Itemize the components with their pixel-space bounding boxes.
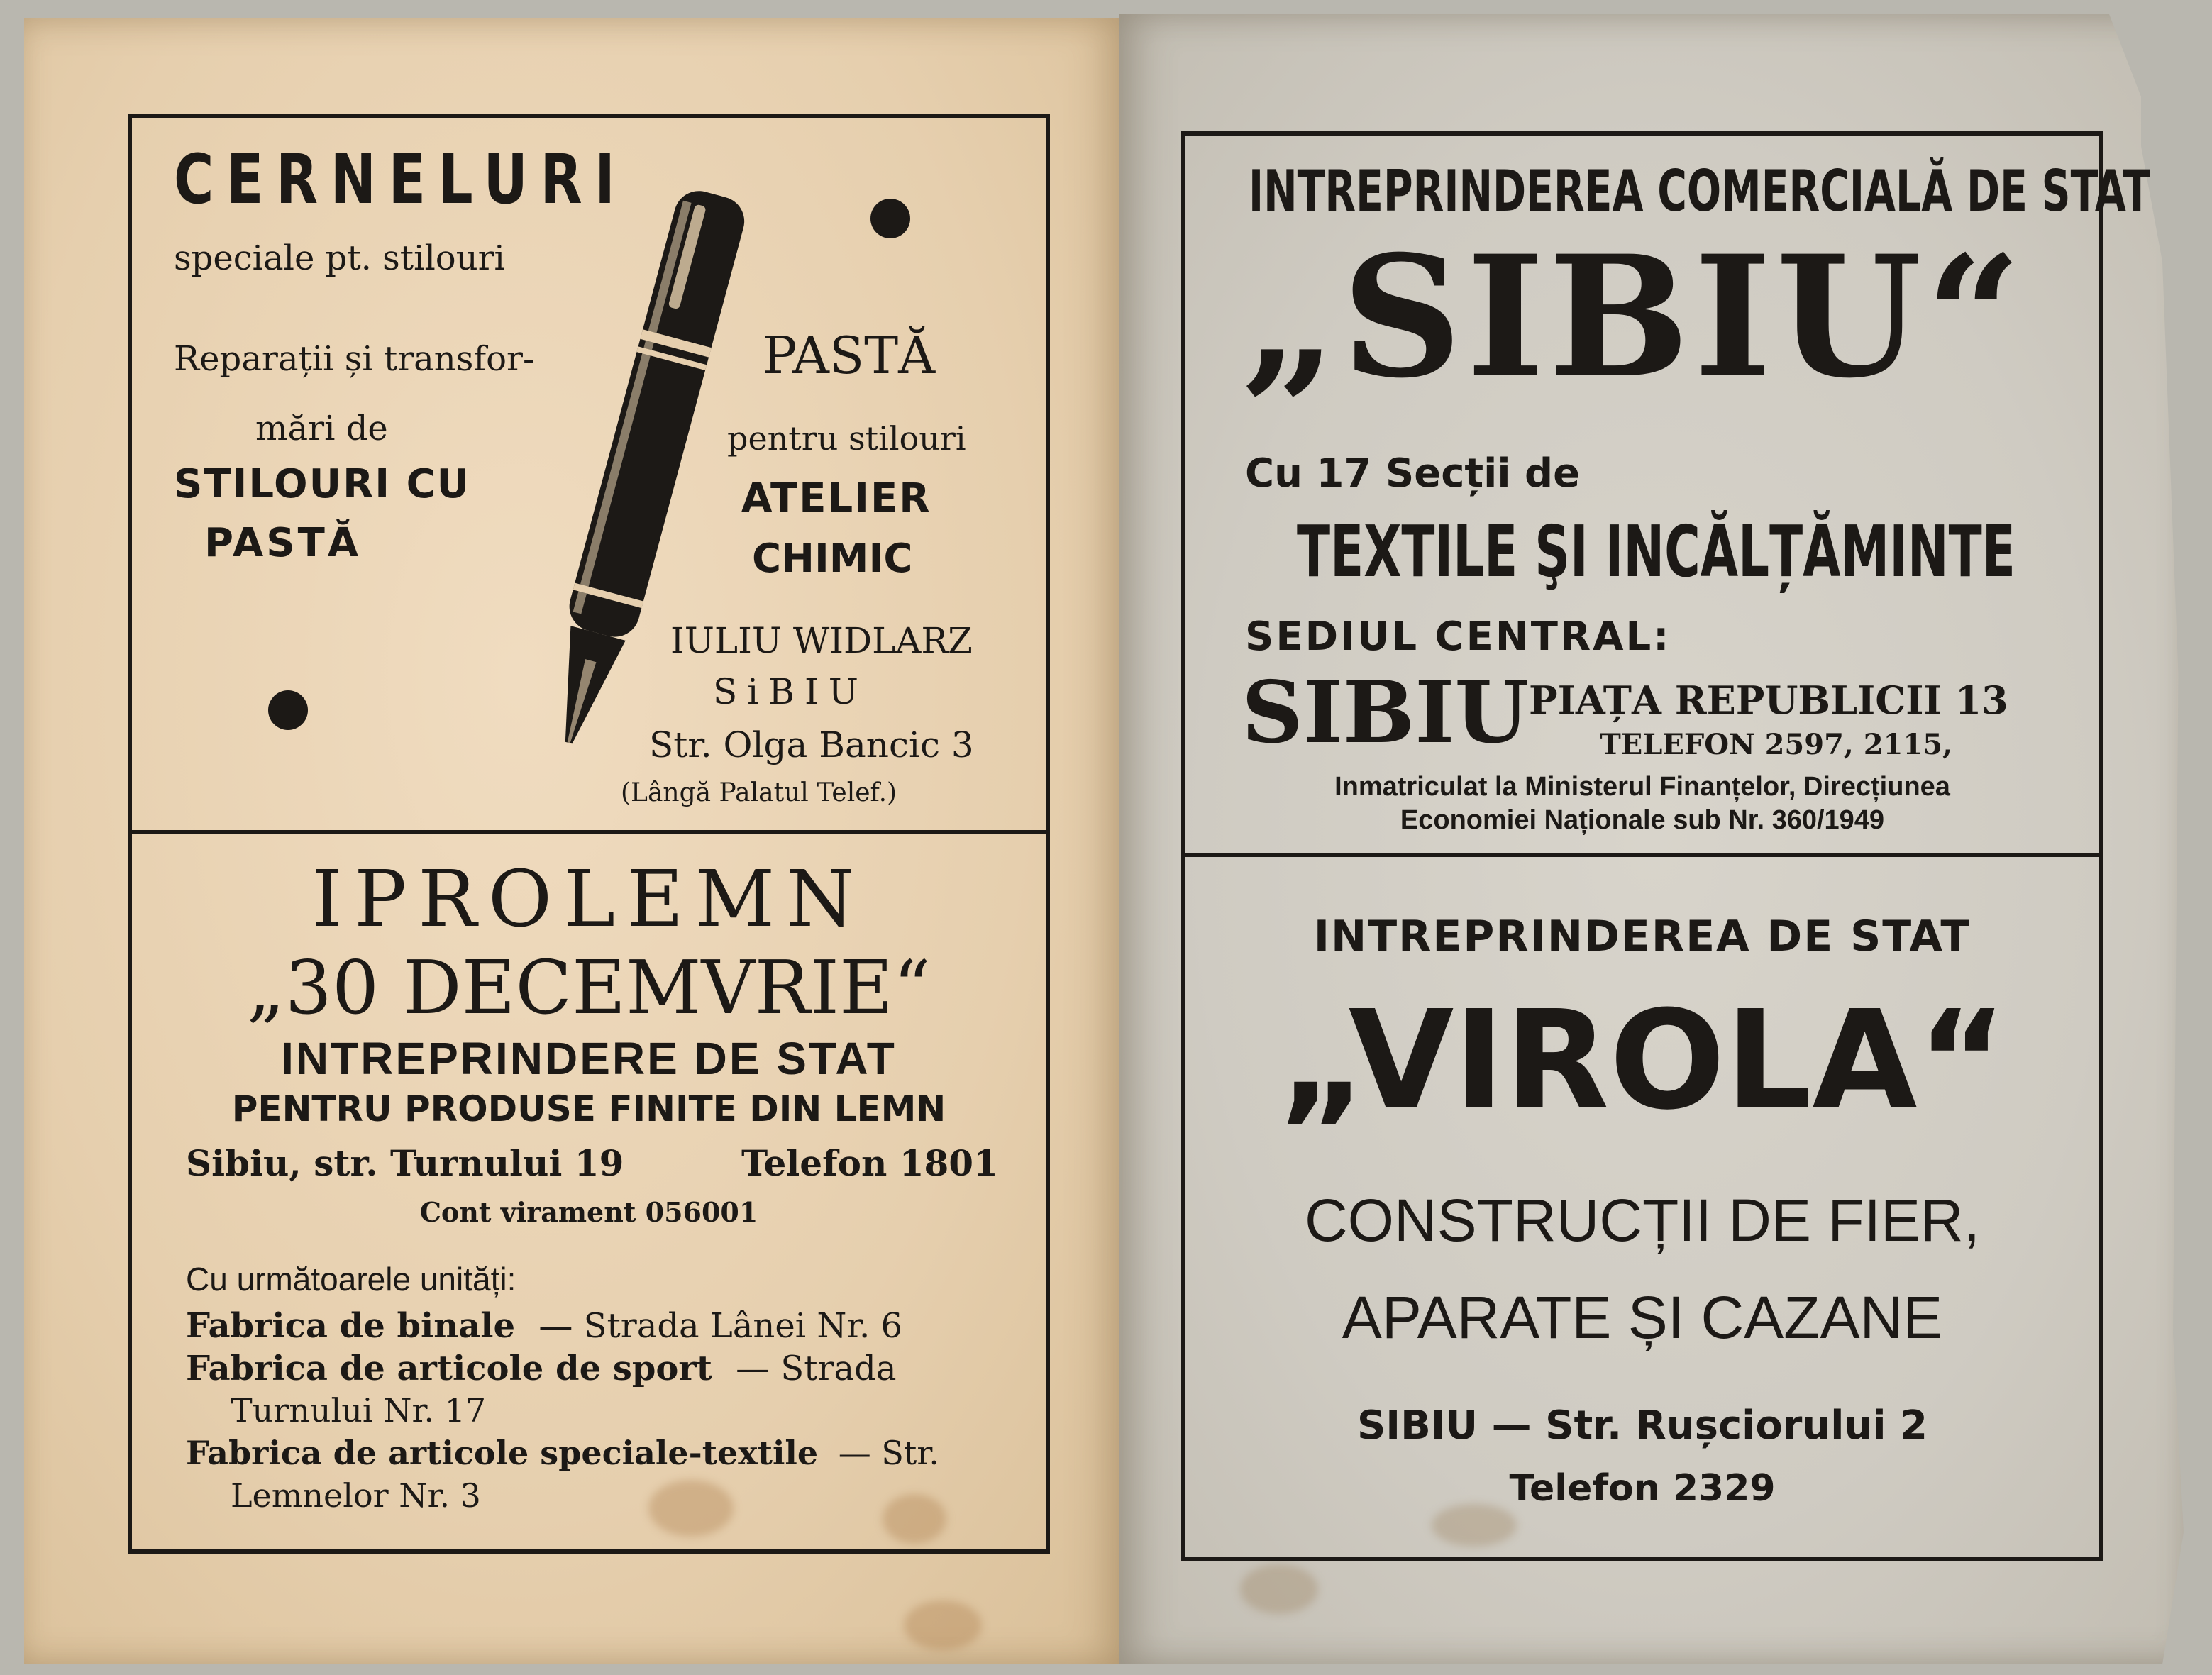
ink-ad-bold-line1: STILOURI CU: [174, 461, 471, 507]
sibiu-ad-header: INTREPRINDEREA COMERCIALĂ DE STAT: [1249, 158, 2151, 224]
left-ad-divider: [132, 830, 1046, 834]
iprolemn-account: Cont virament 056001: [419, 1196, 758, 1228]
unit-2-name: Fabrica de articole de sport: [186, 1349, 712, 1388]
iprolemn-unit-2: [186, 1351, 897, 1386]
dot-icon: [268, 690, 308, 730]
virola-ad-address: SIBIU — Str. Rușciorului 2: [1356, 1403, 1928, 1449]
sibiu-ad-hq-phone: TELEFON 2597, 2115,: [1600, 728, 1953, 761]
sibiu-ad-registration-line2: Economiei Naționale sub Nr. 360/1949: [1400, 805, 1885, 835]
iprolemn-unit-3: [186, 1434, 939, 1472]
sibiu-ad-goods: TEXTILE ŞI INCĂLȚĂMINTE: [1297, 510, 2015, 593]
virola-ad-phone: Telefon 2329: [1509, 1467, 1776, 1510]
iprolemn-phone: Telefon 1801: [741, 1142, 998, 1184]
sibiu-ad-hq-label: SEDIUL CENTRAL:: [1245, 614, 1671, 660]
unit-2-address: — Strada: [736, 1349, 897, 1388]
sibiu-ad-registration-line1: Inmatriculat la Ministerul Finanțelor, Direcțiunea: [1334, 772, 1950, 802]
iprolemn-address: Sibiu, str. Turnului 19: [186, 1142, 624, 1184]
ink-ad-atelier-line1: ATELIER: [741, 475, 931, 521]
right-ad-divider: [1185, 853, 2099, 857]
ink-ad-repairs-line2: mări de: [255, 409, 388, 448]
ink-ad-bold-line2: PASTĂ: [204, 520, 362, 566]
ink-ad-paste-title: PASTĂ: [763, 326, 936, 385]
virola-ad-products-line1: CONSTRUCȚII DE FIER,: [1304, 1187, 1980, 1254]
ink-ad-city: SiBIU: [713, 671, 868, 712]
iprolemn-unit-2-cont: Turnului Nr. 17: [231, 1391, 487, 1430]
ink-ad-atelier-line2: CHIMIC: [752, 536, 913, 582]
virola-ad-products-line2: APARATE ȘI CAZANE: [1342, 1284, 1943, 1351]
ink-ad-street: Str. Olga Bancic 3: [649, 724, 974, 765]
ink-ad-paste-sub: pentru stilouri: [727, 419, 966, 458]
ink-ad-subline: speciale pt. stilouri: [174, 238, 505, 278]
iprolemn-type-line1: INTREPRINDERE DE STAT: [281, 1033, 897, 1084]
unit-3-address: — Str.: [838, 1434, 939, 1472]
sibiu-ad-sections: Cu 17 Secții de: [1245, 450, 1581, 497]
unit-3-name: Fabrica de articole speciale-textile: [186, 1434, 819, 1472]
sibiu-ad-hq-city: SIBIU: [1242, 663, 1529, 763]
ink-ad-note: (Lângă Palatul Telef.): [621, 778, 897, 807]
paper-stain: [904, 1601, 982, 1650]
iprolemn-unit-1: [186, 1306, 903, 1346]
ink-ad-headline: CERNELURI: [174, 140, 628, 219]
sibiu-ad-hq-street: PIAȚA REPUBLICII 13: [1529, 678, 2008, 723]
iprolemn-units-intro: Cu următoarele unități:: [186, 1261, 516, 1298]
ink-ad-repairs-line1: Reparații și transfor-: [174, 339, 535, 379]
ink-ad-owner: IULIU WIDLARZ: [670, 620, 973, 661]
paper-stain: [1240, 1564, 1318, 1614]
dot-icon: [870, 199, 910, 238]
iprolemn-name: IPROLEMN: [311, 853, 866, 944]
virola-ad-header: INTREPRINDEREA DE STAT: [1313, 912, 1972, 961]
iprolemn-unit-3-cont: Lemnelor Nr. 3: [231, 1476, 481, 1515]
sibiu-ad-name: „SIBIU“: [1242, 219, 2026, 415]
iprolemn-quoted-name: „30 DECEMVRIE“: [246, 944, 931, 1031]
unit-1-name: Fabrica de binale: [186, 1306, 516, 1346]
virola-ad-name: „VIROLA“: [1278, 982, 2007, 1140]
unit-1-address: — Strada Lânei Nr. 6: [538, 1306, 903, 1346]
iprolemn-type-line2: PENTRU PRODUSE FINITE DIN LEMN: [231, 1088, 946, 1129]
